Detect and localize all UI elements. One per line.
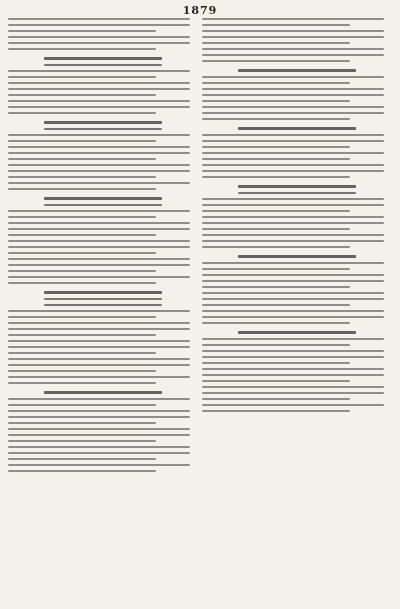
text-line-placeholder: [8, 452, 190, 454]
text-line-placeholder: [8, 264, 190, 266]
text-line-placeholder: [8, 310, 190, 312]
right-text-column: [202, 18, 392, 601]
text-line-placeholder: [202, 310, 384, 312]
text-line-placeholder: [202, 210, 350, 212]
text-line-placeholder: [202, 374, 384, 376]
page-number: 1879: [182, 4, 218, 17]
text-line-placeholder: [202, 316, 384, 318]
text-line-placeholder: [8, 328, 190, 330]
text-line-placeholder: [202, 240, 384, 242]
text-line-placeholder: [202, 76, 384, 78]
text-line-placeholder: [8, 134, 190, 136]
text-line-placeholder: [8, 228, 190, 230]
text-line-placeholder: [8, 30, 156, 32]
text-line-placeholder: [8, 70, 190, 72]
text-line-placeholder: [8, 140, 156, 142]
text-line-placeholder: [44, 304, 162, 306]
text-line-placeholder: [202, 204, 384, 206]
text-columns: [8, 18, 392, 601]
text-line-placeholder: [8, 410, 190, 412]
text-line-placeholder: [8, 404, 156, 406]
text-line-placeholder: [8, 376, 190, 378]
text-line-placeholder: [202, 246, 350, 248]
text-line-placeholder: [202, 198, 384, 200]
text-line-placeholder: [202, 48, 384, 50]
text-line-placeholder: [8, 188, 156, 190]
text-line-placeholder: [202, 60, 350, 62]
text-line-placeholder: [202, 304, 350, 306]
text-line-placeholder: [8, 182, 190, 184]
text-line-placeholder: [202, 106, 384, 108]
text-line-placeholder: [238, 331, 356, 334]
text-line-placeholder: [202, 118, 350, 120]
text-line-placeholder: [202, 228, 350, 230]
text-line-placeholder: [202, 82, 350, 84]
text-line-placeholder: [202, 88, 384, 90]
text-line-placeholder: [8, 146, 190, 148]
text-line-placeholder: [8, 352, 156, 354]
text-line-placeholder: [202, 216, 384, 218]
text-line-placeholder: [8, 270, 156, 272]
text-line-placeholder: [44, 57, 162, 60]
text-line-placeholder: [202, 398, 350, 400]
text-line-placeholder: [8, 398, 190, 400]
text-line-placeholder: [8, 364, 190, 366]
text-line-placeholder: [202, 286, 350, 288]
text-line-placeholder: [202, 54, 384, 56]
text-line-placeholder: [202, 36, 384, 38]
text-line-placeholder: [202, 386, 384, 388]
text-line-placeholder: [202, 152, 384, 154]
text-line-placeholder: [202, 140, 384, 142]
text-line-placeholder: [8, 210, 190, 212]
text-line-placeholder: [202, 24, 350, 26]
text-line-placeholder: [8, 176, 156, 178]
text-line-placeholder: [202, 404, 384, 406]
text-line-placeholder: [8, 152, 190, 154]
text-line-placeholder: [8, 282, 156, 284]
text-line-placeholder: [8, 100, 190, 102]
text-line-placeholder: [202, 292, 384, 294]
text-line-placeholder: [8, 446, 190, 448]
text-line-placeholder: [238, 192, 356, 194]
text-line-placeholder: [202, 42, 350, 44]
text-line-placeholder: [202, 100, 350, 102]
text-line-placeholder: [8, 158, 156, 160]
text-line-placeholder: [202, 164, 384, 166]
text-line-placeholder: [202, 350, 384, 352]
text-line-placeholder: [8, 164, 190, 166]
text-line-placeholder: [202, 338, 384, 340]
text-line-placeholder: [8, 94, 156, 96]
text-line-placeholder: [8, 112, 156, 114]
text-line-placeholder: [202, 274, 384, 276]
text-line-placeholder: [44, 128, 162, 130]
text-line-placeholder: [8, 470, 156, 472]
text-line-placeholder: [8, 322, 190, 324]
text-line-placeholder: [202, 30, 384, 32]
text-line-placeholder: [238, 185, 356, 188]
text-line-placeholder: [8, 464, 190, 466]
text-line-placeholder: [202, 176, 350, 178]
text-line-placeholder: [202, 262, 384, 264]
text-line-placeholder: [8, 170, 190, 172]
text-line-placeholder: [8, 216, 156, 218]
text-line-placeholder: [8, 382, 156, 384]
text-line-placeholder: [44, 197, 162, 200]
text-line-placeholder: [8, 458, 156, 460]
text-line-placeholder: [8, 48, 156, 50]
text-line-placeholder: [8, 276, 190, 278]
text-line-placeholder: [44, 64, 162, 66]
text-line-placeholder: [44, 291, 162, 294]
text-line-placeholder: [202, 146, 350, 148]
text-line-placeholder: [8, 428, 190, 430]
text-line-placeholder: [8, 240, 190, 242]
text-line-placeholder: [8, 246, 190, 248]
text-line-placeholder: [202, 362, 350, 364]
text-line-placeholder: [44, 121, 162, 124]
text-line-placeholder: [8, 234, 156, 236]
text-line-placeholder: [202, 322, 350, 324]
text-line-placeholder: [8, 358, 190, 360]
text-line-placeholder: [8, 252, 156, 254]
text-line-placeholder: [238, 127, 356, 130]
text-line-placeholder: [202, 298, 384, 300]
text-line-placeholder: [238, 69, 356, 72]
text-line-placeholder: [202, 344, 350, 346]
text-line-placeholder: [8, 18, 190, 20]
text-line-placeholder: [202, 18, 384, 20]
text-line-placeholder: [202, 112, 384, 114]
text-line-placeholder: [238, 255, 356, 258]
text-line-placeholder: [8, 340, 190, 342]
text-line-placeholder: [202, 94, 384, 96]
text-line-placeholder: [8, 422, 156, 424]
text-line-placeholder: [8, 434, 190, 436]
text-line-placeholder: [202, 368, 384, 370]
text-line-placeholder: [8, 76, 156, 78]
text-line-placeholder: [202, 392, 384, 394]
text-line-placeholder: [8, 440, 156, 442]
text-line-placeholder: [8, 36, 190, 38]
text-line-placeholder: [8, 82, 190, 84]
text-line-placeholder: [8, 24, 190, 26]
text-line-placeholder: [202, 234, 384, 236]
text-line-placeholder: [202, 170, 384, 172]
text-line-placeholder: [8, 316, 156, 318]
text-line-placeholder: [8, 346, 190, 348]
text-line-placeholder: [44, 391, 162, 394]
text-line-placeholder: [8, 334, 156, 336]
text-line-placeholder: [44, 298, 162, 300]
text-line-placeholder: [202, 134, 384, 136]
text-line-placeholder: [202, 356, 384, 358]
text-line-placeholder: [8, 88, 190, 90]
text-line-placeholder: [202, 380, 350, 382]
text-line-placeholder: [8, 416, 190, 418]
left-text-column: [8, 18, 198, 601]
text-line-placeholder: [8, 258, 190, 260]
text-line-placeholder: [8, 370, 156, 372]
text-line-placeholder: [8, 106, 190, 108]
text-line-placeholder: [202, 158, 350, 160]
text-line-placeholder: [202, 280, 384, 282]
text-line-placeholder: [202, 410, 350, 412]
text-line-placeholder: [8, 222, 190, 224]
text-line-placeholder: [44, 204, 162, 206]
text-line-placeholder: [202, 222, 384, 224]
text-line-placeholder: [8, 42, 190, 44]
text-line-placeholder: [202, 268, 350, 270]
